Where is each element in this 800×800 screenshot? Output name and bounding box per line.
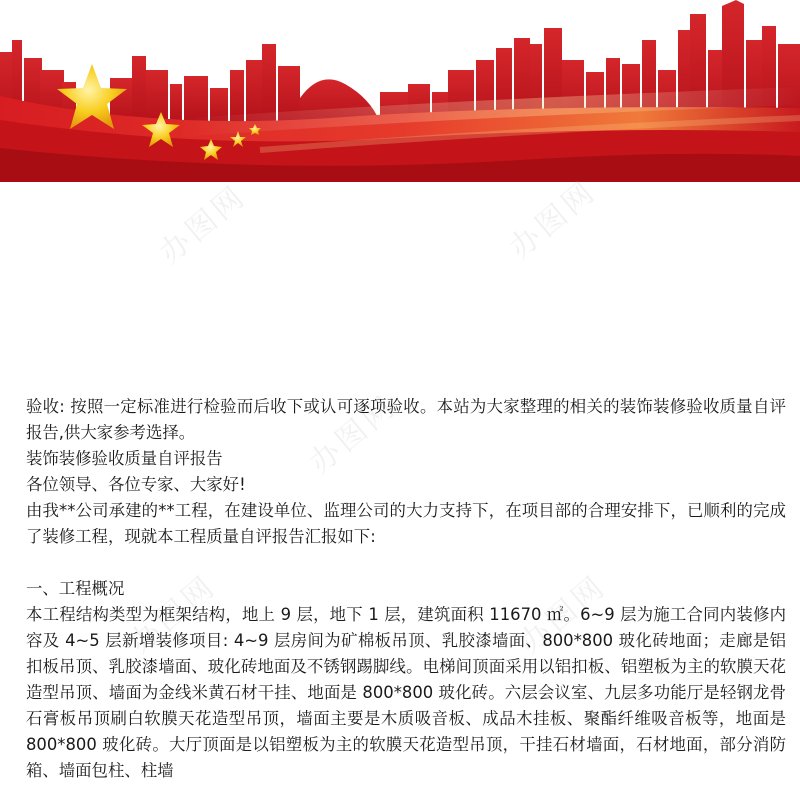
watermark-text: 办图网	[302, 388, 404, 481]
banner-graphic	[0, 0, 800, 182]
section-heading: 一、工程概况	[26, 579, 125, 598]
document-body	[26, 394, 786, 784]
opening-paragraph: 由我**公司承建的**工程，在建设单位、监理公司的大力支持下，在项目部的合理安排下，已顺利的完成了装修工程，现就本工程质量自评报告汇报如下:	[26, 501, 786, 546]
watermark-text: 办图网	[152, 178, 254, 271]
watermark-text: 办图网	[512, 568, 614, 661]
blank-line	[26, 550, 786, 576]
watermark-text: 办图网	[502, 173, 604, 266]
greeting: 各位领导、各位专家、大家好!	[26, 475, 246, 494]
report-title: 装饰装修验收质量自评报告	[26, 449, 223, 468]
intro-paragraph: 验收: 按照一定标准进行检验而后收下或认可逐项验收。本站为大家整理的相关的装饰装修验收质量自评报告,供大家参考选择。	[26, 397, 786, 442]
project-overview-paragraph: 本工程结构类型为框架结构，地上 9 层，地下 1 层，建筑面积 11670 ㎡。6~9 层为施工合同内装修内容及 4~5 层新增装修项目: 4~9 层房间为矿棉板吊顶、乳胶漆墙面、800*800 玻化砖地面；走廊是铝扣板吊顶、乳胶漆墙面、玻化砖地面及不锈钢踢脚线。电梯间顶面采用以铝扣板、铝塑板为主的软膜天花造型吊顶、墙面为金线米黄石材干挂、地面是 800*800 玻化砖。六层会议室、九层多功能厅是轻钢龙骨石膏板吊顶刷白软膜天花造型吊顶，墙面主要是木质吸音板、成品木挂板、聚酯纤维吸音板等，地面是 800*800 玻化砖。大厅顶面是以铝塑板为主的软膜天花造型吊顶，干挂石材墙面，石材地面，部分消防箱、墙面包柱、柱墙	[26, 605, 786, 780]
watermark-text: 办图网	[122, 568, 224, 661]
header-banner	[0, 0, 800, 182]
